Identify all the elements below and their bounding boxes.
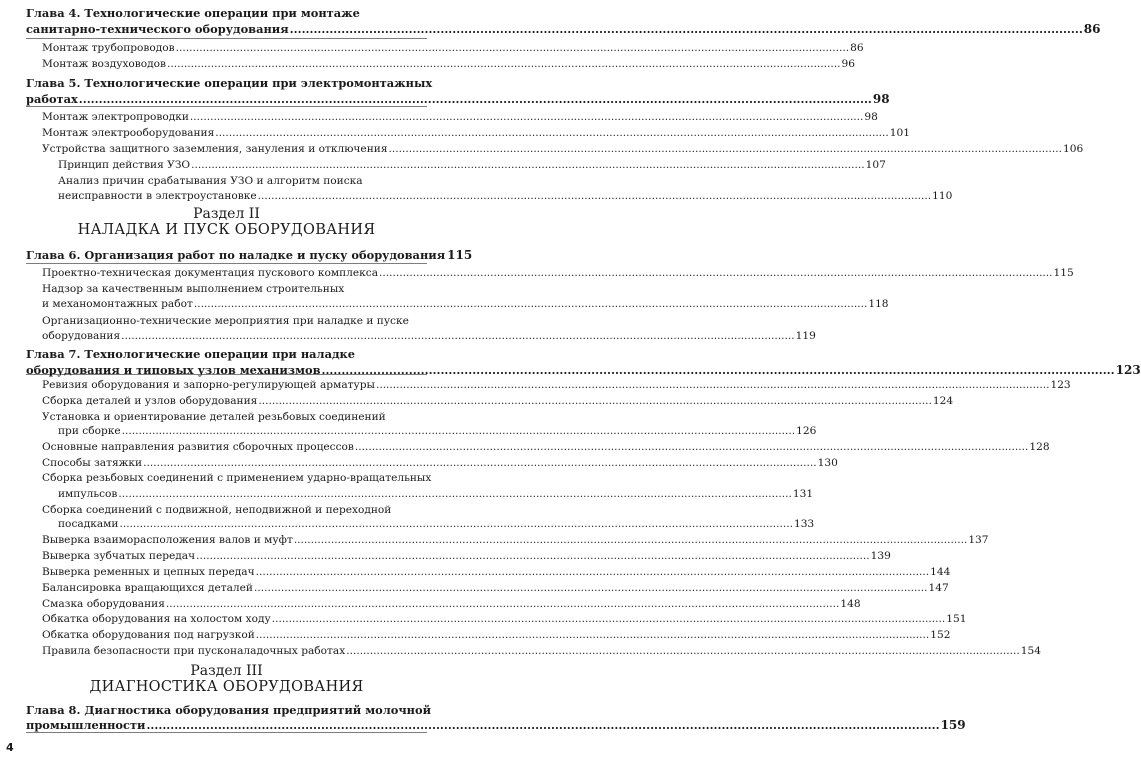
toc-entry-title: Установка и ориентирование деталей резьбовых соединений: [42, 411, 386, 423]
toc-page-number: 107: [865, 159, 886, 171]
toc-entry-line: [26, 377, 1071, 393]
toc-entry-line: [26, 596, 861, 612]
toc-page-number: 128: [1029, 441, 1050, 453]
dot-leader: [122, 423, 796, 439]
toc-entry-title: санитарно-технического оборудования: [26, 22, 289, 36]
toc-page-number: 131: [792, 488, 814, 500]
toc-entry-title: Глава 7. Технологические операции при наладке: [26, 347, 356, 361]
dot-leader: [119, 516, 793, 532]
toc-entry-line: [26, 281, 427, 297]
toc-chapter-line: [26, 91, 890, 107]
toc-entry-line: [26, 470, 432, 486]
toc-entry-title: Глава 6. Организация работ по наладке и пуску оборудования: [26, 248, 446, 262]
toc-entry-line: [26, 532, 989, 548]
toc-page-number: 130: [817, 457, 838, 469]
dot-leader: [166, 596, 840, 612]
toc-entry-line: [26, 173, 427, 189]
toc-entry-line: [26, 580, 949, 596]
dot-leader: [256, 627, 930, 643]
toc-chapter-line: [26, 75, 433, 91]
dot-leader: [376, 377, 1050, 393]
section-3-label: Раздел III: [190, 663, 263, 679]
toc-page-number: 86: [1083, 22, 1101, 36]
section-2-title: НАЛАДКА И ПУСК ОБОРУДОВАНИЯ: [77, 222, 376, 238]
toc-entry-line: [26, 296, 889, 312]
toc-entry-line: [26, 157, 886, 173]
dot-leader: [194, 296, 868, 312]
toc-entry-title: Проектно-техническая документация пускового комплекса: [42, 267, 379, 279]
toc-entry-line: [26, 328, 816, 344]
toc-page-number: 115: [447, 248, 473, 262]
dot-leader: [389, 141, 1063, 157]
toc-entry-title: неисправности в электроустановке: [58, 190, 257, 202]
toc-entry-title: оборудования: [42, 330, 121, 342]
toc-entry-title: Обкатка оборудования под нагрузкой: [42, 629, 255, 641]
toc-page-number: 106: [1063, 143, 1084, 155]
toc-page-number: 123: [1050, 379, 1071, 391]
toc-chapter-line: [26, 21, 1101, 37]
toc-entry-title: Монтаж электропроводки: [42, 111, 189, 123]
section-3-title: ДИАГНОСТИКА ОБОРУДОВАНИЯ: [89, 679, 364, 695]
toc-entry-title: Основные направления развития сборочных процессов: [42, 441, 354, 453]
chapter-rule: [26, 38, 427, 39]
toc-chapter-line: [26, 702, 432, 718]
toc-page-number: 96: [841, 58, 855, 70]
dot-leader: [355, 439, 1029, 455]
toc-entry-title: оборудования и типовых узлов механизмов: [26, 363, 321, 377]
toc-page-number: 147: [928, 582, 949, 594]
toc-entry-title: Ревизия оборудования и запорно-регулирующей арматуры: [42, 379, 375, 391]
dot-leader: [254, 580, 928, 596]
dot-leader: [272, 611, 946, 627]
toc-page-number: 139: [870, 550, 891, 562]
dot-leader: [190, 109, 864, 125]
toc-entry-title: Анализ причин срабатывания УЗО и алгоритм поиска: [58, 175, 363, 187]
toc-entry-line: [26, 313, 427, 329]
toc-entry-title: Надзор за качественным выполнением строительных: [42, 283, 345, 295]
dot-leader: [379, 265, 1053, 281]
toc-entry-title: Сборка деталей и узлов оборудования: [42, 395, 258, 407]
chapter-rule: [26, 263, 427, 264]
toc-entry-title: Обкатка оборудования на холостом ходу: [42, 613, 271, 625]
toc-entry-line: [26, 188, 953, 204]
toc-entry-line: [26, 56, 855, 72]
toc-entry-title: Глава 8. Диагностика оборудования предприятий молочной: [26, 703, 432, 717]
toc-entry-title: работах: [26, 92, 78, 106]
toc-entry-title: Монтаж электрооборудования: [42, 127, 215, 139]
toc-page-number: 119: [795, 330, 816, 342]
toc-page-number: 133: [793, 518, 815, 530]
toc-page-number: 98: [864, 111, 878, 123]
toc-entry-line: [26, 611, 967, 627]
toc-entry-title: Принцип действия УЗО: [58, 159, 191, 171]
section-2-label: Раздел II: [193, 206, 260, 222]
toc-entry-line: [26, 125, 911, 141]
page-number: 4: [6, 741, 14, 754]
toc-entry-title: Монтаж трубопроводов: [42, 42, 175, 54]
toc-page-number: 144: [930, 566, 951, 578]
toc-entry-line: [26, 141, 1084, 157]
toc-entry-line: [26, 486, 814, 502]
toc-chapter-line: [26, 362, 1141, 378]
toc-page-number: 148: [840, 598, 861, 610]
dot-leader: [290, 21, 1083, 37]
toc-chapter-line: [26, 5, 427, 21]
dot-leader: [256, 564, 930, 580]
toc-entry-title: Глава 5. Технологические операции при электромонтажных: [26, 76, 433, 90]
toc-entry-title: Способы затяжки: [42, 457, 143, 469]
toc-entry-line: [26, 548, 891, 564]
dot-leader: [79, 91, 872, 107]
toc-entry-title: посадками: [58, 518, 119, 530]
dot-leader: [146, 717, 939, 733]
toc-entry-title: Смазка оборудования: [42, 598, 165, 610]
toc-page-number: 126: [796, 425, 817, 437]
toc-entry-title: при сборке: [58, 425, 121, 437]
toc-entry-title: Сборка соединений с подвижной, неподвижной и переходной: [42, 504, 392, 516]
toc-entry-title: Монтаж воздуховодов: [42, 58, 167, 70]
dot-leader: [176, 40, 850, 56]
toc-entry-title: Устройства защитного заземления, зануления и отключения: [42, 143, 388, 155]
toc-entry-title: Выверка ременных и цепных передач: [42, 566, 255, 578]
dot-leader: [322, 362, 1115, 378]
toc-entry-line: [26, 393, 954, 409]
toc-page-number: 123: [1115, 363, 1141, 377]
dot-leader: [258, 188, 932, 204]
toc-entry-title: Выверка взаиморасположения валов и муфт: [42, 534, 293, 546]
toc-entry-line: [26, 643, 1041, 659]
toc-entry-line: [26, 109, 878, 125]
dot-leader: [118, 486, 792, 502]
toc-entry-title: Организационно-технические мероприятия при наладке и пуске: [42, 315, 409, 327]
toc-page-number: 151: [946, 613, 967, 625]
toc-entry-line: [26, 265, 1074, 281]
dot-leader: [258, 393, 932, 409]
toc-entry-title: Сборка резьбовых соединений с применением ударно-вращательных: [42, 472, 432, 484]
dot-leader: [346, 643, 1020, 659]
toc-page-number: 118: [868, 298, 889, 310]
toc-entry-line: [26, 627, 951, 643]
toc-page-number: 159: [940, 718, 966, 732]
toc-entry-line: [26, 455, 838, 471]
toc-page-number: 101: [889, 127, 911, 139]
toc-page-number: 154: [1020, 645, 1041, 657]
dot-leader: [215, 125, 889, 141]
toc-chapter-line: [26, 247, 473, 263]
toc-entry-title: и механомонтажных работ: [42, 298, 193, 310]
toc-page-number: 115: [1053, 267, 1074, 279]
toc-entry-line: [26, 439, 1050, 455]
dot-leader: [191, 157, 865, 173]
toc-entry-title: Выверка зубчатых передач: [42, 550, 196, 562]
toc-page-number: 137: [968, 534, 989, 546]
toc-entry-line: [26, 423, 817, 439]
toc-entry-title: импульсов: [58, 488, 118, 500]
toc-page-number: 86: [850, 42, 864, 54]
toc-entry-title: Глава 4. Технологические операции при монтаже: [26, 6, 360, 20]
toc-page-number: 124: [932, 395, 954, 407]
toc-entry-title: Правила безопасности при пусконаладочных работах: [42, 645, 346, 657]
toc-page-number: 98: [872, 92, 890, 106]
toc-entry-title: Балансировка вращающихся деталей: [42, 582, 253, 594]
toc-page-number: 110: [932, 190, 953, 202]
toc-chapter-line: [26, 346, 427, 362]
dot-leader: [196, 548, 870, 564]
toc-page-number: 152: [930, 629, 951, 641]
toc-entry-line: [26, 40, 864, 56]
toc-entry-line: [26, 516, 815, 532]
toc-entry-title: промышленности: [26, 718, 146, 732]
toc-chapter-line: [26, 717, 966, 733]
dot-leader: [167, 56, 841, 72]
dot-leader: [294, 532, 968, 548]
dot-leader: [143, 455, 817, 471]
toc-entry-line: [26, 564, 951, 580]
dot-leader: [121, 328, 795, 344]
